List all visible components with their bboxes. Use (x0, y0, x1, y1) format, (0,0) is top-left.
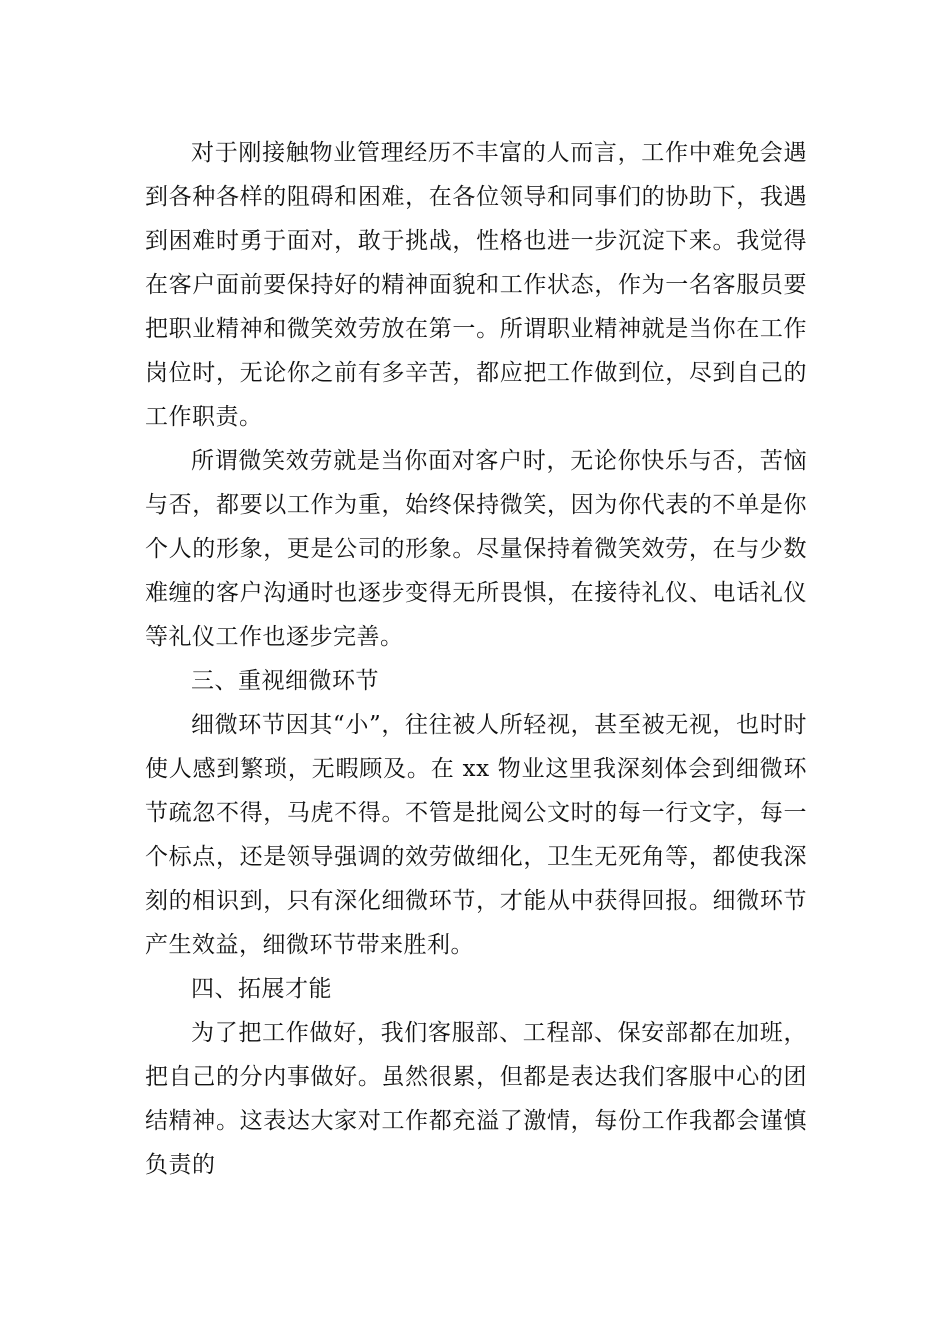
section-heading-ability: 四、拓展才能 (191, 976, 332, 1002)
paragraph-smile-service: 所谓微笑效劳就是当你面对客户时，无论你快乐与否，苦恼与否，都要以工作为重，始终保持微笑，因为你代表的不单是你个人的形象，更是公司的形象。尽量保持着微笑效劳，在与少数难缠的客户沟通时也逐步变得无所畏惧，在接待礼仪、电话礼仪等礼仪工作也逐步完善。 (145, 448, 807, 650)
document-body (145, 131, 807, 1187)
paragraph-ability: 为了把工作做好，我们客服部、工程部、保安部都在加班，把自己的分内事做好。虽然很累，但都是表达我们客服中心的团结精神。这表达大家对工作都充溢了激情，每份工作我都会谨慎负责的 (145, 1020, 807, 1178)
paragraph-customer-service-spirit: 对于刚接触物业管理经历不丰富的人而言，工作中难免会遇到各种各样的阻碍和困难，在各位领导和同事们的协助下，我遇到困难时勇于面对，敢于挑战，性格也进一步沉淀下来。我觉得在客户面前要保持好的精神面貌和工作状态，作为一名客服员要把职业精神和微笑效劳放在第一。所谓职业精神就是当你在工作岗位时，无论你之前有多辛苦，都应把工作做到位，尽到自己的工作职责。 (145, 140, 807, 430)
section-heading-details: 三、重视细微环节 (191, 668, 379, 694)
paragraph-details: 细微环节因其“小”，往往被人所轻视，甚至被无视，也时时使人感到繁琐，无暇顾及。在 xx 物业这里我深刻体会到细微环节疏忽不得，马虎不得。不管是批阅公文时的每一行文字，每一个标点，还是领导强调的效劳做细化，卫生无死角等，都使我深刻的相识到，只有深化细微环节，才能从中获得回报。细微环节产生效益，细微环节带来胜利。 (145, 712, 807, 958)
